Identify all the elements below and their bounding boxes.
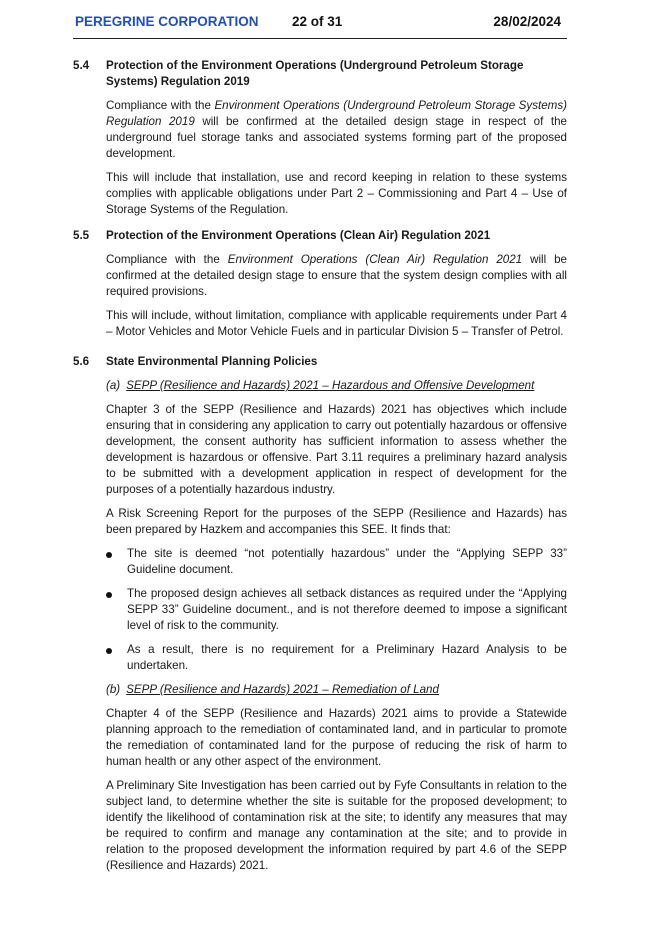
section-title: State Environmental Planning Policies — [106, 355, 318, 368]
regulation-name: Environment Operations (Clean Air) Regulation 2021 — [227, 253, 523, 266]
text-run: Compliance with the — [106, 253, 228, 266]
list-item-text: The site is deemed “not potentially hazardous” under the “Applying SEPP 33” Guideline document. — [127, 547, 567, 576]
subsection-title: SEPP (Resilience and Hazards) 2021 – Hazardous and Offensive Development — [126, 379, 535, 392]
bullet-icon — [106, 592, 112, 598]
bullet-icon — [106, 648, 112, 654]
header-company: PEREGRINE CORPORATION — [75, 14, 259, 29]
list-item — [106, 546, 567, 578]
subsection-a-heading — [106, 378, 567, 394]
subsection-title: SEPP (Resilience and Hazards) 2021 – Remediation of Land — [126, 683, 439, 696]
section-title: Protection of the Environment Operations (Clean Air) Regulation 2021 — [106, 229, 491, 242]
text-run: Compliance with the — [106, 99, 215, 112]
list-item-text: The proposed design achieves all setback distances as required under the “Applying SEPP 33” Guideline document., and is not therefore deemed to impose a significant level of risk to the community. — [127, 587, 567, 632]
header-page-number: 22 of 31 — [292, 14, 343, 29]
list-item — [106, 642, 567, 674]
paragraph: A Preliminary Site Investigation has been carried out by Fyfe Consultants in relation to the subject land, to determine whether the site is suitable for the proposed development; to identify the likelihood of contamination risk at the site; to identify any measures that may be required to confirm and manage any contamination at the site; and to provide in relation to the proposed development the information required by part 4.6 of the SEPP (Resilience and Hazards) 2021. — [106, 779, 567, 872]
subsection-b-heading — [106, 682, 567, 698]
text-run: will be confirmed at the detailed design stage in respect of the underground fuel storage tanks and associated systems forming part of the proposed development. — [106, 115, 567, 160]
section-5-4 — [73, 58, 567, 218]
list-item-text: As a result, there is no requirement for a Preliminary Hazard Analysis to be undertaken. — [127, 643, 567, 672]
paragraph: Chapter 3 of the SEPP (Resilience and Hazards) 2021 has objectives which include ensuring that in considering any application to carry out potentially hazardous or offensive development, the consent authority has sufficient information to assess whether the development is hazardous or offensive. Part 3.11 requires a preliminary hazard analysis to be submitted with a development application in respect of development for the purposes of a potentially hazardous industry. — [106, 403, 567, 496]
paragraph: Chapter 4 of the SEPP (Resilience and Hazards) 2021 aims to provide a Statewide planning approach to the remediation of contaminated land, and in particular to promote the remediation of contaminated land for the purpose of reducing the risk of harm to human health or any other aspect of the environment. — [106, 707, 567, 768]
text-run: will be confirmed at the detailed design stage to ensure that the system design complies with all required provisions. — [106, 253, 567, 298]
list-item — [106, 586, 567, 634]
header-divider — [73, 38, 567, 39]
paragraph: A Risk Screening Report for the purposes of the SEPP (Resilience and Hazards) has been prepared by Hazkem and accompanies this SEE. It finds that: — [106, 507, 567, 536]
section-5-5 — [73, 228, 567, 340]
section-title: Protection of the Environment Operations (Underground Petroleum Storage Systems) Regulation 2019 — [106, 59, 524, 88]
subsection-label: (b) — [106, 683, 121, 696]
paragraph — [106, 98, 567, 162]
paragraph — [106, 252, 567, 300]
paragraph: This will include that installation, use and record keeping in relation to these systems complies with applicable obligations under Part 2 – Commissioning and Part 4 – Use of Storage Systems of the Regulation. — [106, 171, 567, 216]
document-body — [73, 58, 567, 874]
section-number: 5.6 — [73, 355, 90, 368]
paragraph: This will include, without limitation, compliance with applicable requirements under Part 4 – Motor Vehicles and Motor Vehicle Fuels and in particular Division 5 – Transfer of Petrol. — [106, 309, 567, 338]
section-number: 5.5 — [73, 229, 90, 242]
subsection-label: (a) — [106, 379, 121, 392]
section-5-6 — [73, 354, 567, 874]
regulation-name: Environment Operations (Underground Petroleum Storage Systems) Regulation 2019 — [106, 99, 567, 128]
header-date: 28/02/2024 — [493, 14, 561, 29]
bullet-icon — [106, 552, 112, 558]
section-number: 5.4 — [73, 59, 90, 72]
